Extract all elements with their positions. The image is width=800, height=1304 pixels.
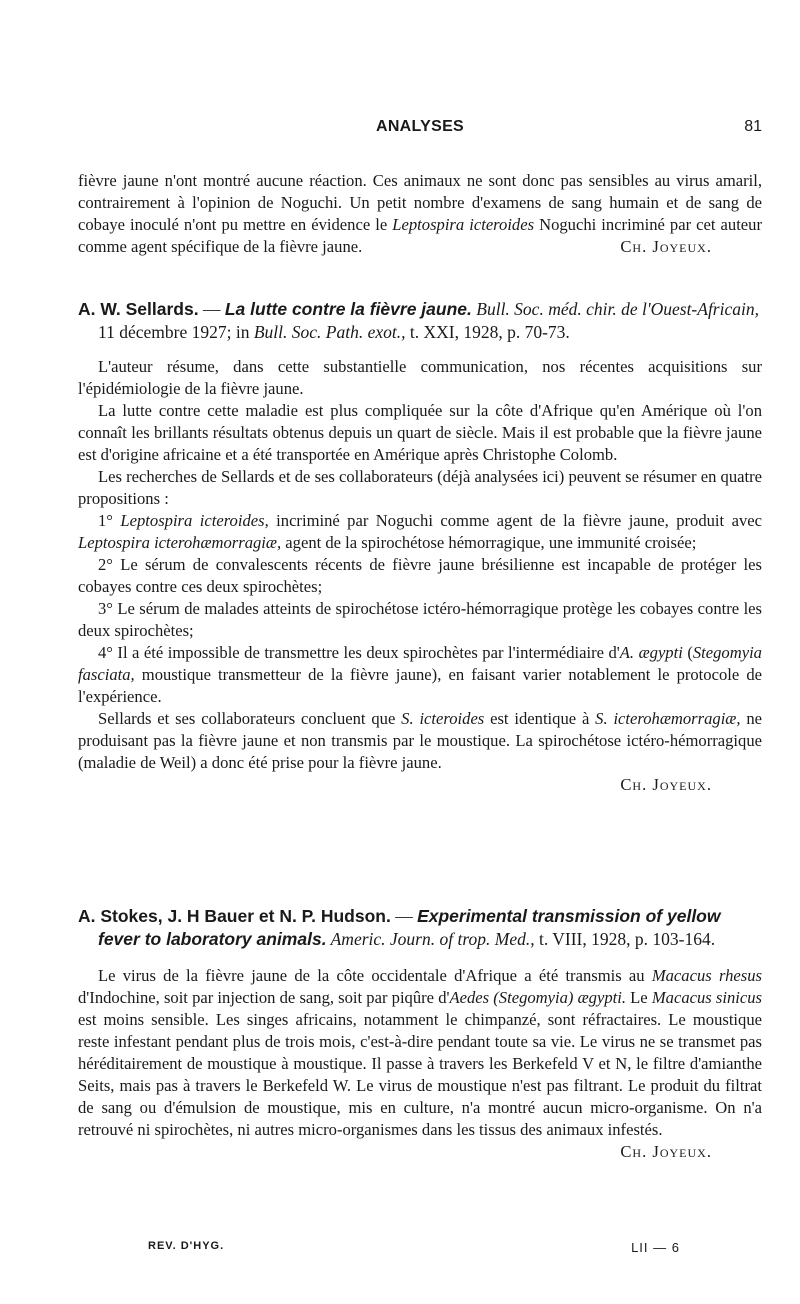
- review-stokes: [78, 905, 762, 1163]
- previous-review-end: [78, 170, 762, 258]
- page-header: [78, 118, 762, 142]
- paragraph: Sellards et ses collaborateurs concluent que S. icteroides est identique à S. icterohæmorragiæ, ne produisant pas la fièvre jaune et non transmis par le moustique. La spirochétose ictéro-hémorragique (maladie de Weil) a donc été prise pour la fièvre jaune.: [78, 709, 763, 772]
- list-item: 4° Il a été impossible de transmettre les deux spirochètes par l'intermédiaire d'A. ægypti (Stegomyia fasciata, moustique transmetteur de la fièvre jaune), en faisant varier notablement le protocole de l'expérience.: [78, 643, 762, 706]
- footer-journal: REV. D'HYG.: [148, 1240, 225, 1252]
- reference-title: Experimental transmission of yellow fever to laboratory animals.: [98, 906, 721, 949]
- list-item: 3° Le sérum de malades atteints de spirochétose ictéro-hémorragique protège les cobayes contre les deux spirochètes;: [78, 599, 762, 640]
- reference-authors: A. Stokes, J. H Bauer et N. P. Hudson.: [78, 906, 391, 926]
- review-signature: Ch. Joyeux.: [620, 775, 712, 794]
- paragraph: Le virus de la fièvre jaune de la côte occidentale d'Afrique a été transmis au Macacus rhesus d'Indochine, soit par injection de sang, soit par piqûre d'Aedes (Stegomyia) ægypti. Le Macacus sinicus est moins sensible. Les singes africains, notamment le chimpanzé, sont réfractaires. Le moustique reste infestant pendant plus de trois mois, c'est-à-dire pendant toute sa vie. Le virus ne se transmet pas héréditairement de moustique à moustique. Il passe à travers les Berkefeld V et N, le filtre d'amianthe Seits, mais pas à travers le Berkefeld W. Le virus de moustique n'est pas filtrant. Le produit du filtrat de sang ou d'émulsion de moustique, mis en culture, n'a montré aucun micro-organisme. On n'a retrouvé ni spirochètes, ni autres micro-organismes dans les tissus des animaux infestés.: [78, 966, 762, 1139]
- review-sellards: [78, 298, 762, 796]
- paragraph: L'auteur résume, dans cette substantielle communication, nos récentes acquisitions sur l'épidémiologie de la fièvre jaune.: [78, 357, 762, 398]
- review-signature: Ch. Joyeux.: [620, 237, 712, 256]
- list-item: 2° Le sérum de convalescents récents de fièvre jaune brésilienne est incapable de protéger les cobayes contre ces deux spirochètes;: [78, 555, 762, 596]
- page-footer: [78, 1240, 762, 1264]
- reference-journal: Bull. Soc. méd. chir. de l'Ouest-Africain,: [471, 299, 759, 319]
- list-item: 1° Leptospira icteroides, incriminé par Noguchi comme agent de la fièvre jaune, produit avec Leptospira icterohæmorragiæ, agent de la spirochétose hémorragique, une immunité croisée;: [78, 511, 762, 552]
- review-signature: Ch. Joyeux.: [620, 1142, 712, 1161]
- paragraph: La lutte contre cette maladie est plus compliquée sur la côte d'Afrique qu'en Amérique où l'on connaît les brillants résultats obtenus depuis un quart de siècle. Mais il est probable que la fièvre jaune est d'origine africaine et a été transportée en Amérique après Christophe Colomb.: [78, 401, 762, 464]
- page-number: 81: [744, 118, 762, 135]
- reference-journal: Americ. Journ. of trop. Med.,: [326, 929, 535, 949]
- reference-title: La lutte contre la fièvre jaune.: [224, 299, 472, 319]
- bibliographic-reference: A. W. Sellards. — La lutte contre la fièvre jaune. Bull. Soc. méd. chir. de l'Ouest-Africain, 11 décembre 1927; in Bull. Soc. Path. exot., t. XXI, 1928, p. 70-73.: [78, 299, 759, 342]
- bibliographic-reference: A. Stokes, J. H Bauer et N. P. Hudson. — Experimental transmission of yellow fever to laboratory animals. Americ. Journ. of trop. Med., t. VIII, 1928, p. 103-164.: [78, 906, 721, 949]
- running-title: ANALYSES: [375, 118, 465, 135]
- paragraph: fièvre jaune n'ont montré aucune réaction. Ces animaux ne sont donc pas sensibles au virus amaril, contrairement à l'opinion de Noguchi. Un petit nombre d'examens de sang humain et de sang de cobaye inoculé n'ont pu mettre en évidence le Leptospira icteroides Noguchi incriminé par cet auteur comme agent spécifique de la fièvre jaune. Ch. Joyeux.: [78, 171, 762, 256]
- footer-signature-mark: LII — 6: [631, 1240, 680, 1255]
- reference-authors: A. W. Sellards.: [78, 299, 199, 319]
- paragraph: Les recherches de Sellards et de ses collaborateurs (déjà analysées ici) peuvent se résumer en quatre propositions :: [78, 467, 762, 508]
